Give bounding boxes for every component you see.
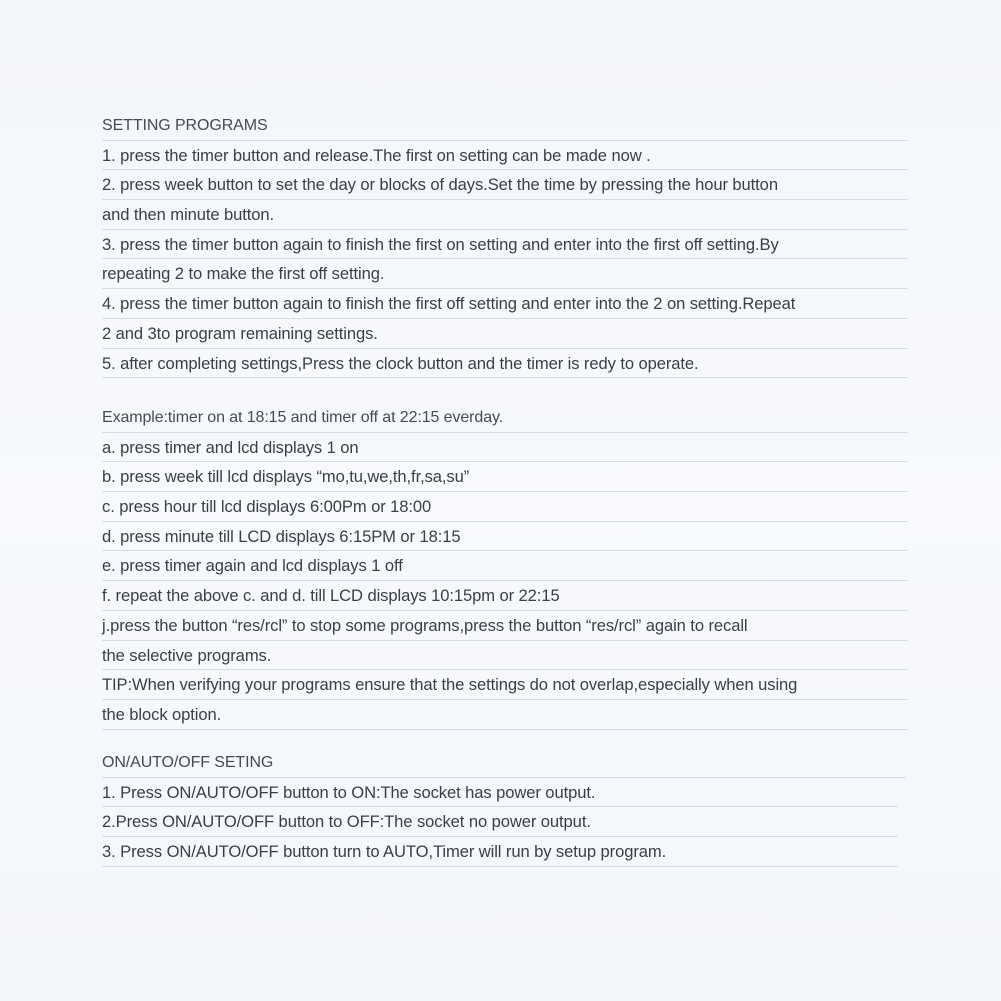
on-auto-off-line: 3. Press ON/AUTO/OFF button turn to AUTO,Timer will run by setup program. — [102, 837, 898, 867]
setting-programs-line: 2. press week button to set the day or blocks of days.Set the time by pressing the hour button — [102, 170, 908, 200]
setting-programs-line: 4. press the timer button again to finish the first off setting and enter into the 2 on setting.Repeat — [102, 289, 908, 319]
setting-programs-heading: SETTING PROGRAMS — [102, 111, 908, 141]
example-line: d. press minute till LCD displays 6:15PM or 18:15 — [102, 522, 908, 552]
on-auto-off-line: 1. Press ON/AUTO/OFF button to ON:The socket has power output. — [102, 778, 898, 808]
example-line: the block option. — [102, 700, 908, 730]
setting-programs-section — [102, 111, 908, 378]
example-line: j.press the button “res/rcl” to stop some programs,press the button “res/rcl” again to recall — [102, 611, 908, 641]
example-line: b. press week till lcd displays “mo,tu,we,th,fr,sa,su” — [102, 462, 908, 492]
example-line: the selective programs. — [102, 641, 908, 671]
example-line: a. press timer and lcd displays 1 on — [102, 433, 908, 463]
example-line: f. repeat the above c. and d. till LCD displays 10:15pm or 22:15 — [102, 581, 908, 611]
on-auto-off-section — [102, 748, 906, 867]
example-line: TIP:When verifying your programs ensure that the settings do not overlap,especially when using — [102, 670, 908, 700]
setting-programs-line: 3. press the timer button again to finish the first on setting and enter into the first off setting.By — [102, 230, 908, 260]
setting-programs-line: 5. after completing settings,Press the clock button and the timer is redy to operate. — [102, 349, 908, 379]
setting-programs-line: 2 and 3to program remaining settings. — [102, 319, 908, 349]
example-line: c. press hour till lcd displays 6:00Pm or 18:00 — [102, 492, 908, 522]
setting-programs-line: 1. press the timer button and release.The first on setting can be made now . — [102, 141, 908, 171]
on-auto-off-heading: ON/AUTO/OFF SETING — [102, 748, 906, 778]
example-line: e. press timer again and lcd displays 1 off — [102, 551, 908, 581]
setting-programs-line: repeating 2 to make the first off setting. — [102, 259, 908, 289]
setting-programs-line: and then minute button. — [102, 200, 908, 230]
on-auto-off-line: 2.Press ON/AUTO/OFF button to OFF:The socket no power output. — [102, 807, 898, 837]
example-section — [102, 403, 908, 730]
example-heading: Example:timer on at 18:15 and timer off at 22:15 everday. — [102, 403, 908, 433]
